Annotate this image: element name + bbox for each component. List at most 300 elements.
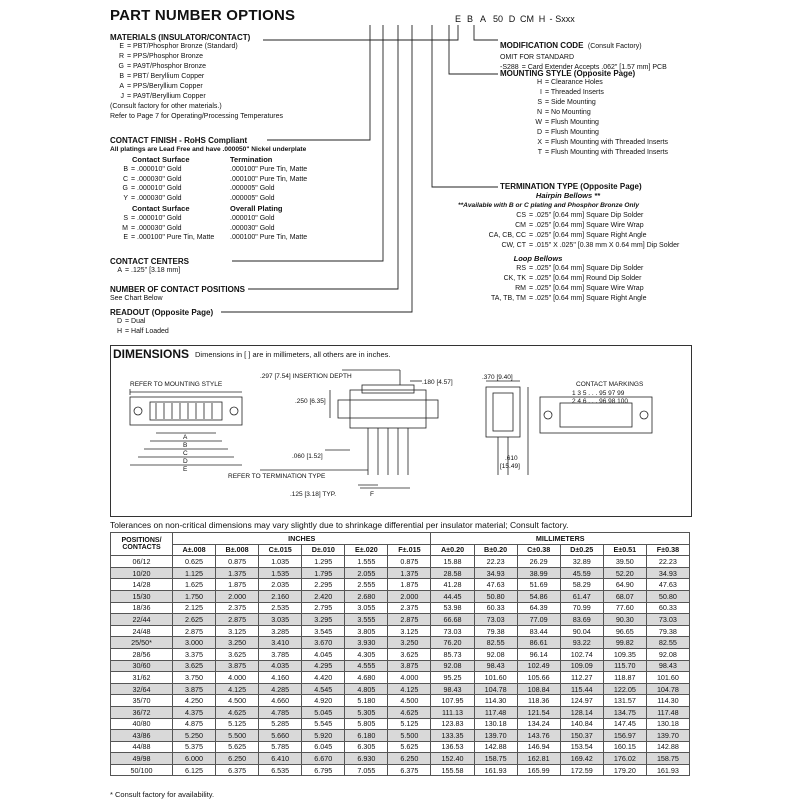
table-cell: 124.97 bbox=[560, 695, 603, 707]
material-key: B bbox=[119, 73, 124, 80]
table-cell: 6.180 bbox=[345, 730, 388, 742]
finish-key: E bbox=[123, 234, 128, 242]
table-cell: 115.70 bbox=[603, 660, 646, 672]
table-cell: 3.625 bbox=[388, 648, 431, 660]
table-cell: 6.250 bbox=[216, 753, 259, 765]
table-cell: 179.20 bbox=[603, 764, 646, 776]
col-group-mm: MILLIMETERS bbox=[431, 533, 690, 545]
table-cell: 3.125 bbox=[388, 625, 431, 637]
table-cell: 115.44 bbox=[560, 683, 603, 695]
table-cell: 64.90 bbox=[603, 579, 646, 591]
table-cell: 161.93 bbox=[474, 764, 517, 776]
table-row bbox=[111, 556, 690, 568]
label-markings-bottom: 2 4 6 . . . 96 98 100 bbox=[572, 398, 629, 405]
table-cell: 139.70 bbox=[646, 730, 689, 742]
table-cell: 6.375 bbox=[388, 764, 431, 776]
table-cell: 2.125 bbox=[173, 602, 216, 614]
table-cell: 118.36 bbox=[517, 695, 560, 707]
finish-surface: = .000010" Gold bbox=[131, 165, 182, 173]
loop-heading: Loop Bellows bbox=[513, 254, 563, 263]
label-markings: CONTACT MARKINGS bbox=[576, 381, 644, 388]
table-cell: 2.535 bbox=[259, 602, 302, 614]
table-cell: 134.24 bbox=[517, 718, 560, 730]
hairpin-item bbox=[458, 211, 688, 221]
table-row bbox=[111, 602, 690, 614]
centers-value: = .125" [3.18 mm] bbox=[125, 267, 181, 274]
finish-code bbox=[110, 224, 230, 234]
table-cell: 142.88 bbox=[474, 741, 517, 753]
material-value: = PBT/ Beryllium Copper bbox=[127, 73, 205, 80]
table-cell: 50.80 bbox=[474, 590, 517, 602]
loop-key: CK, TK bbox=[503, 275, 526, 282]
tolerance-note: Tolerances on non-critical dimensions may vary slightly due to shrinkage differential per insulator material; Consult factory. bbox=[110, 520, 569, 530]
table-row bbox=[111, 741, 690, 753]
table-cell: 4.875 bbox=[173, 718, 216, 730]
col-positions: POSITIONS/ CONTACTS bbox=[111, 533, 173, 556]
table-cell: 3.875 bbox=[216, 660, 259, 672]
hairpin-key: CA, CB, CC bbox=[488, 232, 526, 239]
table-cell: 41.28 bbox=[431, 579, 474, 591]
label-d125: .125 [3.18] TYP. bbox=[290, 491, 337, 498]
table-cell: 26.29 bbox=[517, 556, 560, 568]
table-cell: 32.89 bbox=[560, 556, 603, 568]
table-cell: 90.30 bbox=[603, 614, 646, 626]
material-item bbox=[110, 72, 283, 82]
table-cell: 150.37 bbox=[560, 730, 603, 742]
table-cell: 5.625 bbox=[388, 741, 431, 753]
table-cell: 155.58 bbox=[431, 764, 474, 776]
table-cell: 109.09 bbox=[560, 660, 603, 672]
finish-col-header: Contact Surface bbox=[132, 155, 190, 164]
hairpin-item bbox=[458, 221, 688, 231]
material-value: = PA9T/Phosphor Bronze bbox=[127, 63, 207, 70]
table-cell: 5.375 bbox=[173, 741, 216, 753]
material-key: R bbox=[118, 53, 124, 60]
table-cell: 4.625 bbox=[216, 706, 259, 718]
table-cell: 147.45 bbox=[603, 718, 646, 730]
modification-omit: OMIT FOR STANDARD bbox=[500, 54, 575, 61]
finish-surface: = .000100" Pure Tin, Matte bbox=[131, 234, 215, 242]
table-cell: 5.250 bbox=[173, 730, 216, 742]
material-value: = PBT/Phosphor Bronze (Standard) bbox=[127, 43, 238, 50]
footnote: * Consult factory for availability. bbox=[110, 790, 215, 799]
table-cell: 4.125 bbox=[388, 683, 431, 695]
page-title: PART NUMBER OPTIONS bbox=[110, 7, 296, 24]
table-cell: 1.795 bbox=[302, 567, 345, 579]
finish-key: C bbox=[122, 175, 128, 183]
hairpin-value: = .025" [0.64 mm] Square Dip Solder bbox=[529, 212, 644, 219]
table-cell: 34.93 bbox=[474, 567, 517, 579]
table-row bbox=[111, 683, 690, 695]
mounting-value: = Flush Mounting bbox=[545, 119, 599, 126]
table-row bbox=[111, 625, 690, 637]
table-cell: 6.250 bbox=[388, 753, 431, 765]
table-cell: 98.43 bbox=[474, 660, 517, 672]
table-cell: 3.545 bbox=[302, 625, 345, 637]
loop-item bbox=[458, 264, 688, 274]
col-header-inches: D±.010 bbox=[302, 544, 345, 556]
table-cell: 15.88 bbox=[431, 556, 474, 568]
table-cell: 1.035 bbox=[259, 556, 302, 568]
col-header-mm: D±0.25 bbox=[560, 544, 603, 556]
table-cell: 3.785 bbox=[259, 648, 302, 660]
col-group-inches: INCHES bbox=[173, 533, 431, 545]
finish-code bbox=[110, 194, 230, 204]
table-cell: 79.38 bbox=[474, 625, 517, 637]
finish-col-header: Contact Surface bbox=[132, 203, 190, 213]
row-positions: 25/50* bbox=[111, 637, 173, 649]
table-cell: 3.930 bbox=[345, 637, 388, 649]
table-cell: 47.63 bbox=[646, 579, 689, 591]
table-cell: 96.14 bbox=[517, 648, 560, 660]
table-cell: 96.65 bbox=[603, 625, 646, 637]
table-cell: 3.000 bbox=[173, 637, 216, 649]
finish-termination: .000005" Gold bbox=[230, 195, 275, 203]
table-cell: 4.420 bbox=[302, 672, 345, 684]
table-cell: 108.84 bbox=[517, 683, 560, 695]
row-positions: 49/98 bbox=[111, 753, 173, 765]
pn-modification: Sxxx bbox=[555, 14, 575, 24]
col-header-mm: F±0.38 bbox=[646, 544, 689, 556]
materials-heading: MATERIALS (INSULATOR/CONTACT) bbox=[110, 33, 251, 42]
material-item bbox=[110, 42, 283, 52]
col-header-inches: C±.015 bbox=[259, 544, 302, 556]
table-cell: 22.23 bbox=[646, 556, 689, 568]
finish-termination: .000100" Pure Tin, Matte bbox=[230, 234, 308, 242]
materials-note: (Consult factory for other materials.) bbox=[110, 103, 222, 110]
mounting-key: I bbox=[540, 89, 542, 96]
table-cell: 92.08 bbox=[431, 660, 474, 672]
table-cell: 134.75 bbox=[603, 706, 646, 718]
loop-key: TA, TB, TM bbox=[490, 295, 526, 302]
table-cell: 3.250 bbox=[388, 637, 431, 649]
finish-key: B bbox=[123, 165, 128, 173]
hairpin-value: = .025" [0.64 mm] Square Right Angle bbox=[529, 232, 647, 239]
pn-centers: A bbox=[479, 14, 486, 24]
table-cell: 172.59 bbox=[560, 764, 603, 776]
mounting-value: = Clearance Holes bbox=[545, 79, 603, 86]
table-cell: 4.000 bbox=[388, 672, 431, 684]
table-cell: 4.295 bbox=[302, 660, 345, 672]
table-cell: 2.875 bbox=[216, 614, 259, 626]
table-cell: 4.805 bbox=[345, 683, 388, 695]
label-d610: .610 bbox=[505, 455, 518, 462]
mounting-list bbox=[500, 78, 668, 158]
table-cell: 50.80 bbox=[646, 590, 689, 602]
col-header-inches: E±.020 bbox=[345, 544, 388, 556]
table-cell: 3.250 bbox=[216, 637, 259, 649]
finish-table bbox=[110, 155, 340, 243]
modification-heading-note: (Consult Factory) bbox=[587, 43, 642, 50]
table-cell: 6.045 bbox=[302, 741, 345, 753]
pn-mounting: H bbox=[538, 14, 546, 24]
hairpin-key: CM bbox=[515, 222, 526, 229]
table-cell: 4.045 bbox=[302, 648, 345, 660]
row-positions: 18/36 bbox=[111, 602, 173, 614]
hairpin-key: CW, CT bbox=[501, 242, 526, 249]
termination-heading: TERMINATION TYPE (Opposite Page) bbox=[500, 182, 642, 191]
table-cell: 6.670 bbox=[302, 753, 345, 765]
readout-list bbox=[110, 317, 213, 337]
table-cell: 93.22 bbox=[560, 637, 603, 649]
readout-value: = Half Loaded bbox=[125, 328, 169, 335]
label-d370: .370 [9.40] bbox=[482, 374, 513, 381]
mounting-key: T bbox=[537, 149, 542, 156]
hairpin-heading: Hairpin Bellows ** bbox=[535, 191, 601, 200]
readout-key: H bbox=[116, 328, 122, 335]
table-cell: 83.69 bbox=[560, 614, 603, 626]
finish-code bbox=[110, 175, 230, 185]
table-cell: 3.750 bbox=[173, 672, 216, 684]
table-cell: 90.04 bbox=[560, 625, 603, 637]
loop-item bbox=[458, 294, 688, 304]
mounting-heading: MOUNTING STYLE (Opposite Page) bbox=[500, 69, 636, 78]
table-cell: 6.305 bbox=[345, 741, 388, 753]
table-cell: 92.08 bbox=[474, 648, 517, 660]
table-cell: 152.40 bbox=[431, 753, 474, 765]
finish-termination: .000030" Gold bbox=[230, 224, 275, 232]
row-positions: 35/70 bbox=[111, 695, 173, 707]
hairpin-value: = .025" [0.64 mm] Square Wire Wrap bbox=[529, 222, 644, 229]
table-cell: 98.43 bbox=[431, 683, 474, 695]
finish-surface: = .000030" Gold bbox=[131, 195, 182, 203]
table-cell: 6.795 bbox=[302, 764, 345, 776]
table-cell: 6.410 bbox=[259, 753, 302, 765]
table-row bbox=[111, 706, 690, 718]
termination-section bbox=[458, 182, 688, 304]
row-positions: 36/72 bbox=[111, 706, 173, 718]
mounting-item bbox=[500, 108, 668, 118]
table-cell: 5.625 bbox=[216, 741, 259, 753]
table-cell: 53.98 bbox=[431, 602, 474, 614]
table-cell: 1.295 bbox=[302, 556, 345, 568]
table-cell: 117.48 bbox=[646, 706, 689, 718]
table-cell: 66.68 bbox=[431, 614, 474, 626]
table-cell: 60.33 bbox=[646, 602, 689, 614]
table-cell: 139.70 bbox=[474, 730, 517, 742]
hairpin-item bbox=[458, 231, 688, 241]
row-positions: 50/100 bbox=[111, 764, 173, 776]
table-cell: 1.625 bbox=[173, 579, 216, 591]
table-cell: 73.03 bbox=[646, 614, 689, 626]
table-cell: 121.54 bbox=[517, 706, 560, 718]
finish-surface: = .000010" Gold bbox=[131, 214, 182, 222]
material-key: G bbox=[118, 63, 124, 70]
mount-hole-right bbox=[230, 407, 238, 415]
table-cell: 7.055 bbox=[345, 764, 388, 776]
pn-termination: CM bbox=[520, 14, 534, 24]
centers-heading: CONTACT CENTERS bbox=[110, 257, 189, 266]
finish-subheading: All platings are Lead Free and have .000050" Nickel underplate bbox=[110, 146, 307, 153]
table-cell: 85.73 bbox=[431, 648, 474, 660]
mounting-value: = No Mounting bbox=[545, 109, 591, 116]
table-cell: 3.055 bbox=[345, 602, 388, 614]
table-cell: 5.785 bbox=[259, 741, 302, 753]
table-cell: 104.78 bbox=[474, 683, 517, 695]
col-header-inches: F±.015 bbox=[388, 544, 431, 556]
table-cell: 79.38 bbox=[646, 625, 689, 637]
connector-front-body bbox=[130, 397, 242, 425]
table-cell: 2.875 bbox=[173, 625, 216, 637]
mounting-value: = Flush Mounting bbox=[545, 129, 599, 136]
table-cell: 156.97 bbox=[603, 730, 646, 742]
table-cell: 0.875 bbox=[388, 556, 431, 568]
centers-section bbox=[110, 257, 189, 276]
table-cell: 52.20 bbox=[603, 567, 646, 579]
table-cell: 1.750 bbox=[173, 590, 216, 602]
finish-surface: = .000030" Gold bbox=[131, 224, 182, 232]
table-cell: 131.57 bbox=[603, 695, 646, 707]
table-cell: 45.59 bbox=[560, 567, 603, 579]
table-row bbox=[111, 753, 690, 765]
table-cell: 4.785 bbox=[259, 706, 302, 718]
label-F: F bbox=[370, 491, 374, 498]
col-header-mm: B±0.20 bbox=[474, 544, 517, 556]
table-cell: 5.660 bbox=[259, 730, 302, 742]
mounting-item bbox=[500, 128, 668, 138]
table-cell: 118.87 bbox=[603, 672, 646, 684]
loop-key: RM bbox=[515, 285, 526, 292]
finish-termination: .000100" Pure Tin, Matte bbox=[230, 175, 308, 183]
finish-key: G bbox=[122, 185, 128, 193]
table-cell: 5.805 bbox=[345, 718, 388, 730]
table-row bbox=[111, 730, 690, 742]
label-ref-mount: REFER TO MOUNTING STYLE bbox=[130, 381, 223, 388]
table-cell: 95.25 bbox=[431, 672, 474, 684]
table-cell: 105.66 bbox=[517, 672, 560, 684]
table-cell: 109.35 bbox=[603, 648, 646, 660]
table-cell: 1.555 bbox=[345, 556, 388, 568]
row-positions: 06/12 bbox=[111, 556, 173, 568]
table-cell: 1.875 bbox=[216, 579, 259, 591]
table-cell: 146.94 bbox=[517, 741, 560, 753]
readout-key: D bbox=[116, 318, 122, 325]
table-cell: 0.875 bbox=[216, 556, 259, 568]
table-cell: 4.625 bbox=[388, 706, 431, 718]
col-header-inches: B±.008 bbox=[216, 544, 259, 556]
materials-list bbox=[110, 42, 283, 102]
table-cell: 158.75 bbox=[474, 753, 517, 765]
row-positions: 24/48 bbox=[111, 625, 173, 637]
table-cell: 4.160 bbox=[259, 672, 302, 684]
readout-heading: READOUT (Opposite Page) bbox=[110, 308, 214, 317]
readout-section bbox=[110, 308, 213, 337]
positions-value: See Chart Below bbox=[110, 295, 163, 302]
finish-surface: = .000030" Gold bbox=[131, 175, 182, 183]
table-cell: 4.285 bbox=[259, 683, 302, 695]
table-row bbox=[111, 672, 690, 684]
table-cell: 102.49 bbox=[517, 660, 560, 672]
pn-finish: B bbox=[466, 14, 473, 24]
pn-dash: - bbox=[549, 14, 553, 24]
centers-key: A bbox=[117, 267, 122, 274]
table-cell: 2.420 bbox=[302, 590, 345, 602]
table-row bbox=[111, 648, 690, 660]
table-cell: 2.035 bbox=[259, 579, 302, 591]
readout-value: = Dual bbox=[125, 318, 146, 325]
dimensions-drawing bbox=[110, 345, 690, 515]
col-header-mm: A±0.20 bbox=[431, 544, 474, 556]
table-cell: 122.05 bbox=[603, 683, 646, 695]
finish-key: S bbox=[123, 214, 128, 222]
table-cell: 0.625 bbox=[173, 556, 216, 568]
table-cell: 82.55 bbox=[646, 637, 689, 649]
table-cell: 4.000 bbox=[216, 672, 259, 684]
table-cell: 4.305 bbox=[345, 648, 388, 660]
table-cell: 2.375 bbox=[216, 602, 259, 614]
row-positions: 43/86 bbox=[111, 730, 173, 742]
table-cell: 136.53 bbox=[431, 741, 474, 753]
mounting-item bbox=[500, 148, 668, 158]
label-markings-top: 1 3 5 . . . 95 97 99 bbox=[572, 390, 625, 397]
table-cell: 3.410 bbox=[259, 637, 302, 649]
table-cell: 73.03 bbox=[474, 614, 517, 626]
row-positions: 40/80 bbox=[111, 718, 173, 730]
material-item bbox=[110, 62, 283, 72]
table-cell: 3.555 bbox=[345, 614, 388, 626]
table-cell: 6.000 bbox=[173, 753, 216, 765]
table-row bbox=[111, 718, 690, 730]
mounting-item bbox=[500, 138, 668, 148]
table-cell: 158.75 bbox=[646, 753, 689, 765]
mounting-key: N bbox=[536, 109, 542, 116]
finish-col-header: Overall Plating bbox=[230, 203, 283, 213]
finish-termination: .000005" Gold bbox=[230, 185, 275, 193]
finish-code bbox=[110, 184, 230, 194]
table-cell: 101.60 bbox=[646, 672, 689, 684]
label-A: A bbox=[183, 434, 188, 441]
col-header-mm: C±0.38 bbox=[517, 544, 560, 556]
table-cell: 4.920 bbox=[302, 695, 345, 707]
table-cell: 6.930 bbox=[345, 753, 388, 765]
table-cell: 128.14 bbox=[560, 706, 603, 718]
table-cell: 112.27 bbox=[560, 672, 603, 684]
loop-list bbox=[458, 264, 688, 304]
table-cell: 130.18 bbox=[646, 718, 689, 730]
table-cell: 160.15 bbox=[603, 741, 646, 753]
finish-surface: = .000010" Gold bbox=[131, 185, 182, 193]
label-E: E bbox=[183, 466, 188, 473]
table-row bbox=[111, 660, 690, 672]
table-cell: 2.555 bbox=[345, 579, 388, 591]
table-cell: 54.86 bbox=[517, 590, 560, 602]
positions-section bbox=[110, 285, 245, 304]
table-cell: 61.47 bbox=[560, 590, 603, 602]
material-item bbox=[110, 92, 283, 102]
table-cell: 4.660 bbox=[259, 695, 302, 707]
table-cell: 68.07 bbox=[603, 590, 646, 602]
mounting-section bbox=[500, 69, 668, 158]
table-cell: 107.95 bbox=[431, 695, 474, 707]
mount-hole-left bbox=[134, 407, 142, 415]
label-ref-term: REFER TO TERMINATION TYPE bbox=[228, 473, 326, 480]
table-cell: 77.09 bbox=[517, 614, 560, 626]
label-d610-mm: [15.49] bbox=[500, 463, 520, 470]
table-cell: 2.795 bbox=[302, 602, 345, 614]
table-cell: 5.500 bbox=[388, 730, 431, 742]
row-positions: 14/28 bbox=[111, 579, 173, 591]
table-cell: 3.035 bbox=[259, 614, 302, 626]
table-cell: 133.35 bbox=[431, 730, 474, 742]
table-cell: 3.805 bbox=[345, 625, 388, 637]
table-cell: 4.250 bbox=[173, 695, 216, 707]
table-cell: 4.500 bbox=[216, 695, 259, 707]
loop-key: RS bbox=[516, 265, 526, 272]
table-cell: 123.83 bbox=[431, 718, 474, 730]
table-cell: 2.160 bbox=[259, 590, 302, 602]
table-cell: 5.125 bbox=[388, 718, 431, 730]
table-cell: 162.81 bbox=[517, 753, 560, 765]
